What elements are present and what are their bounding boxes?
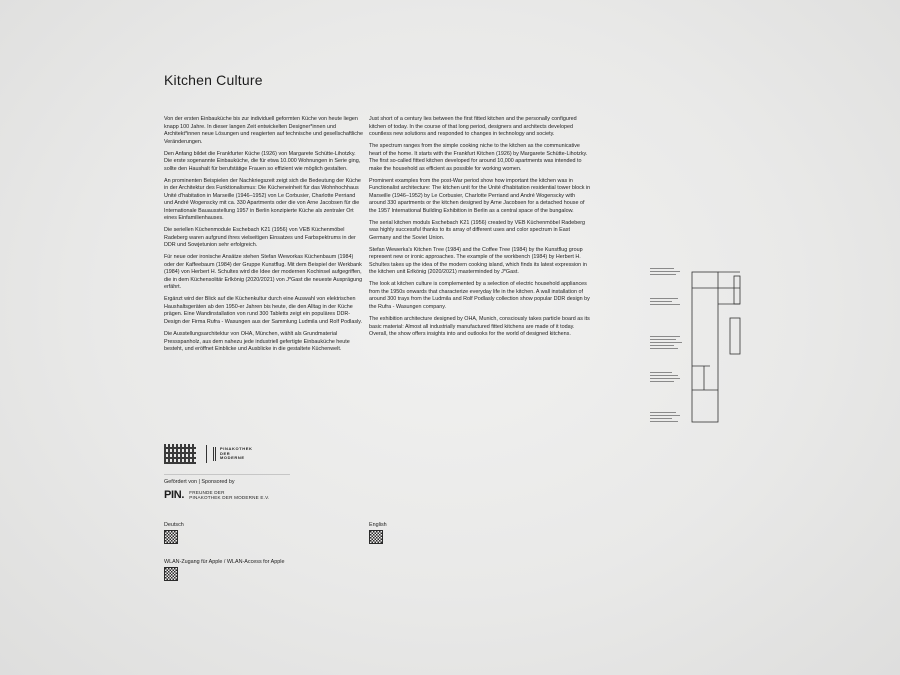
pin-logo-mark: PIN. <box>164 489 185 501</box>
english-paragraph: The spectrum ranges from the simple cooking niche to the kitchen as the communicative heart of the home. It starts with the Frankfurt Kitchen (1926) by Margarete Schütte-Lihotzky. The first so-called fitted kitchen developed for around 10,000 apartments was intended to make the household as efficient as possible for working women. <box>369 143 588 172</box>
pinakothek-logo-icon <box>213 447 216 461</box>
german-paragraph: An prominenten Beispielen der Nachkriegszeit zeigt sich die Bedeutung der Küche in der Architektur des Funktionalismus: Die Kücheneinheit für das Wohnhochhaus Unité d'habitation in Marseille (1946–1952) von Le Corbusier, Charlotte Perriand und André Wogenscky mit ca. 330 Apartments oder die von Arne Jacobsen für die Internationale Bauausstellung 1957 in Berlin konzipierte Küche als zentraler Ort eines Einfamilienhauses. <box>164 177 361 222</box>
english-paragraph: Stefan Wewerka's Kitchen Tree (1984) and the Coffee Tree (1984) by the Kunstflug group represent new or ironic approaches. The example of the workbench (1984) by Herbert H. Schultes takes up the idea of the modern cooking island, which finds its latest expression in the kitchen unit Erlkönig (2020/2021) masterminded by J*Gast. <box>369 246 587 276</box>
pinakothek-logo-text: PINAKOTHEK DER MODERNE <box>220 446 253 461</box>
german-paragraph: Den Anfang bildet die Frankfurter Küche (1926) von Margarete Schütte-Lihotzky. Die erste sogenannte Einbauküche, die für etwa 10.000 Wohnungen in Serie ging, sollte den Haushalt für berufstätige Frauen so effizient wie möglich gestalten. <box>164 150 361 172</box>
german-paragraph: Die Ausstellungsarchitektur von OHA, München, wählt als Grundmaterial Pressspanholz, aus dem nahezu jede industriell gefertigte Einbauküche heute besteht, und eröffnet Einblicke und Ausblicke in die gestaltete Küchenwelt. <box>164 331 350 353</box>
german-paragraph: Von der ersten Einbauküche bis zur individuell geformten Küche von heute liegen knapp 100 Jahre. In dieser langen Zeit entwickelten Designer*innen und Architekt*innen neue Lösungen und reagierten auf technische und gesellschaftliche Veränderungen. <box>164 116 363 145</box>
qr-code-english-icon[interactable] <box>370 531 382 543</box>
english-paragraph: The look at kitchen culture is complemented by a selection of electric household appliances from the 1950s onwards that characterize everyday life in the kitchen. A wall installation of around 300 trays from the Ludmila and Rolf Podlasly collection show popular DDR design by the Rufra - Wasungen company. <box>369 281 590 310</box>
qr-code-wifi-icon[interactable] <box>165 568 177 580</box>
english-paragraph: The serial kitchen moduls Eschebach K21 (1956) created by VEB Küchenmöbel Radeberg was highly successful thanks to its array of different uses and color spectrum in East Germany and the Soviet Union. <box>369 219 586 241</box>
floor-plan-caption-lines <box>650 268 686 433</box>
german-paragraph: Ergänzt wird der Blick auf die Küchenkultur durch eine Auswahl von elektrischen Haushaltsgeräten ab den 1950-er Jahren bis heute, die den Alltag in der Küche prägen. Eine Wandinstallation von rund 300 Tabletts zeigt ein populäres DDR-Design der Firma Rufra - Wasungen aus der Sammlung Ludmila und Rolf Podlasly. <box>164 296 363 325</box>
german-text-column <box>164 116 364 358</box>
audio-label-deutsch: Deutsch <box>164 522 184 528</box>
german-paragraph: Für neue oder ironische Ansätze stehen Stefan Weworkas Küchenbaum (1984) oder der Kaffeebaum (1984) der Gruppe Kunstflug. Mit dem Beispiel der Werkbank (1984) von Herbert H. Schultes wird die Idee der modernen Kochinsel aufgegriffen, die in dem Küchensolitär Erlkönig (2020/2021) von J*Gast die neueste Ausprägung erfährt. <box>164 254 363 291</box>
english-text-column <box>369 116 591 343</box>
partner-logos <box>164 444 252 464</box>
pattern-logo-icon <box>164 444 196 464</box>
exhibition-floor-plan <box>690 270 750 430</box>
english-paragraph: Prominent examples from the post-War period show how important the kitchen was in Functionalist architecture: The kitchen unit for the Unité d'habitation residential tower block in Marseille (1946–1952) by Le Corbusier, Charlotte Perriand and André Wogenscky with around 330 apartments or the kitchen designed by Arne Jacobsen for a detached house of the 1957 International Building Exhibition in Berlin as a central space of the bungalow. <box>369 177 591 214</box>
qr-code-deutsch-icon[interactable] <box>165 531 177 543</box>
sponsor-label: Gefördert von | Sponsored by <box>164 479 235 485</box>
pin-logo-text: FREUNDE DER PINAKOTHEK DER MODERNE E.V. <box>189 489 270 500</box>
english-paragraph: Just short of a century lies between the first fitted kitchen and the personally configured kitchen of today. In the course of that long period, designers and architects developed countless new solutions and responded to changes in technology and society. <box>369 116 577 137</box>
wifi-label: WLAN-Zugang für Apple / WLAN-Access for Apple <box>164 559 285 565</box>
sponsor-logo <box>164 489 269 501</box>
audio-label-english: English <box>369 522 387 528</box>
divider <box>164 474 290 475</box>
logo-divider <box>206 445 207 463</box>
german-paragraph: Die seriellen Küchenmodule Eschebach K21 (1956) von VEB Küchenmöbel Radeberg waren aufgrund ihres vielseitigen Einsatzes und Farbspektrums in der DDR und Sowjetunion sehr erfolgreich. <box>164 227 356 249</box>
english-paragraph: The exhibition architecture designed by OHA, Munich, consciously takes particle board as its basic material: Almost all industrially manufactured fitted kitchens are made of it today. Overall, the show offers insights into and outlooks for the world of designed kitchens. <box>369 316 590 338</box>
page-title: Kitchen Culture <box>164 72 263 88</box>
